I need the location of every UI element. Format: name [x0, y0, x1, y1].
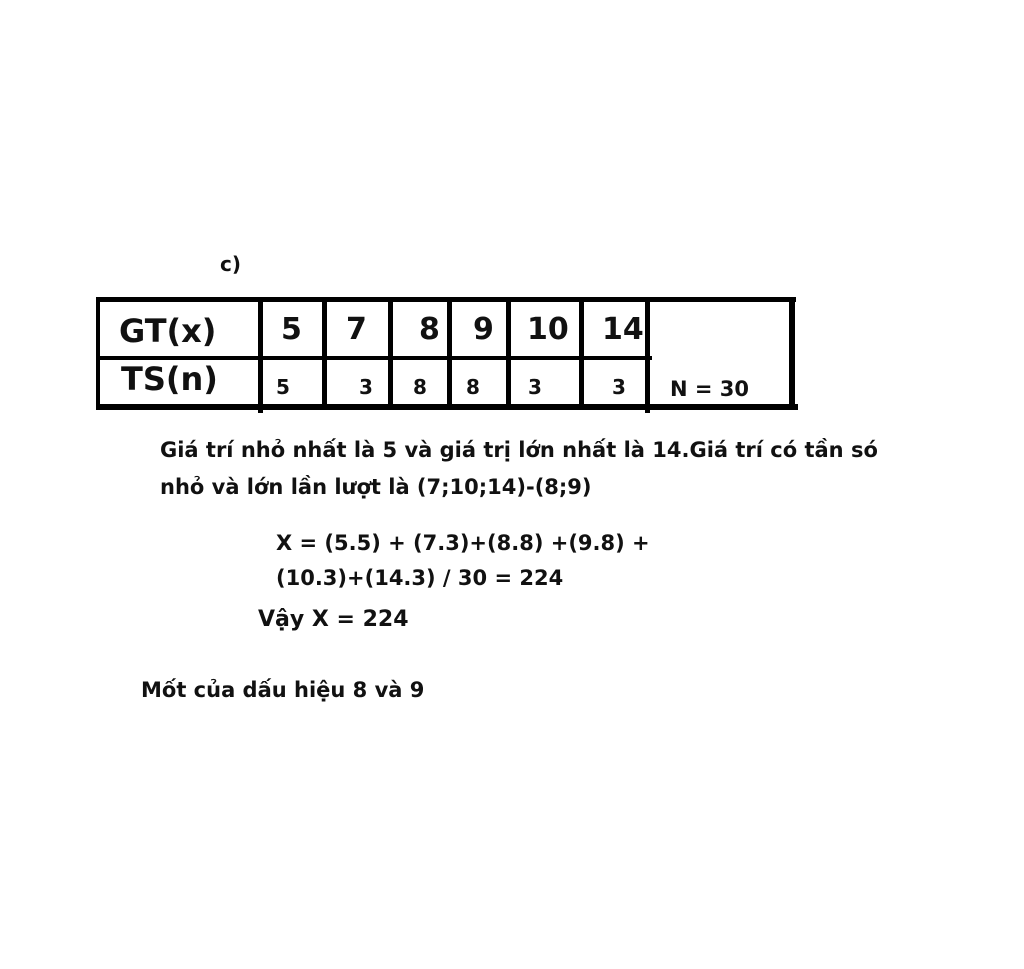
- total-count: N = 30: [670, 377, 750, 401]
- mode-statement: Mốt của dấu hiệu 8 và 9: [141, 678, 425, 702]
- row-header-values: GT(x): [119, 312, 217, 350]
- table-divider: [789, 297, 795, 410]
- mean-conclusion: Vậy X = 224: [258, 607, 409, 632]
- table-divider: [447, 297, 452, 408]
- table-value: 7: [346, 312, 367, 347]
- table-frequency: 8: [466, 375, 480, 399]
- table-divider: [96, 297, 100, 408]
- mean-formula-line-1: X = (5.5) + (7.3)+(8.8) +(9.8) +: [276, 531, 650, 555]
- table-divider: [388, 297, 393, 408]
- table-frequency: 3: [528, 375, 542, 399]
- table-frequency: 3: [612, 375, 626, 399]
- table-value: 9: [473, 312, 494, 347]
- analysis-line-1: Giá trí nhỏ nhất là 5 và giá trị lớn nhất là 14.Giá trí có tần só: [160, 438, 878, 462]
- table-divider: [579, 297, 584, 408]
- table-top-border: [96, 297, 796, 302]
- table-value: 8: [419, 312, 440, 347]
- table-divider: [645, 297, 650, 413]
- table-divider: [506, 297, 511, 408]
- table-frequency: 8: [413, 375, 427, 399]
- table-value: 5: [281, 312, 302, 347]
- table-value: 14: [602, 312, 644, 347]
- part-label: c): [220, 252, 241, 276]
- table-frequency: 5: [276, 375, 290, 399]
- analysis-line-2: nhỏ và lớn lần lượt là (7;10;14)-(8;9): [160, 475, 592, 499]
- table-divider: [322, 297, 327, 408]
- table-divider: [258, 297, 263, 413]
- mean-formula-line-2: (10.3)+(14.3) / 30 = 224: [276, 566, 564, 590]
- table-frequency: 3: [359, 375, 373, 399]
- row-header-frequencies: TS(n): [121, 360, 218, 398]
- table-value: 10: [527, 312, 569, 347]
